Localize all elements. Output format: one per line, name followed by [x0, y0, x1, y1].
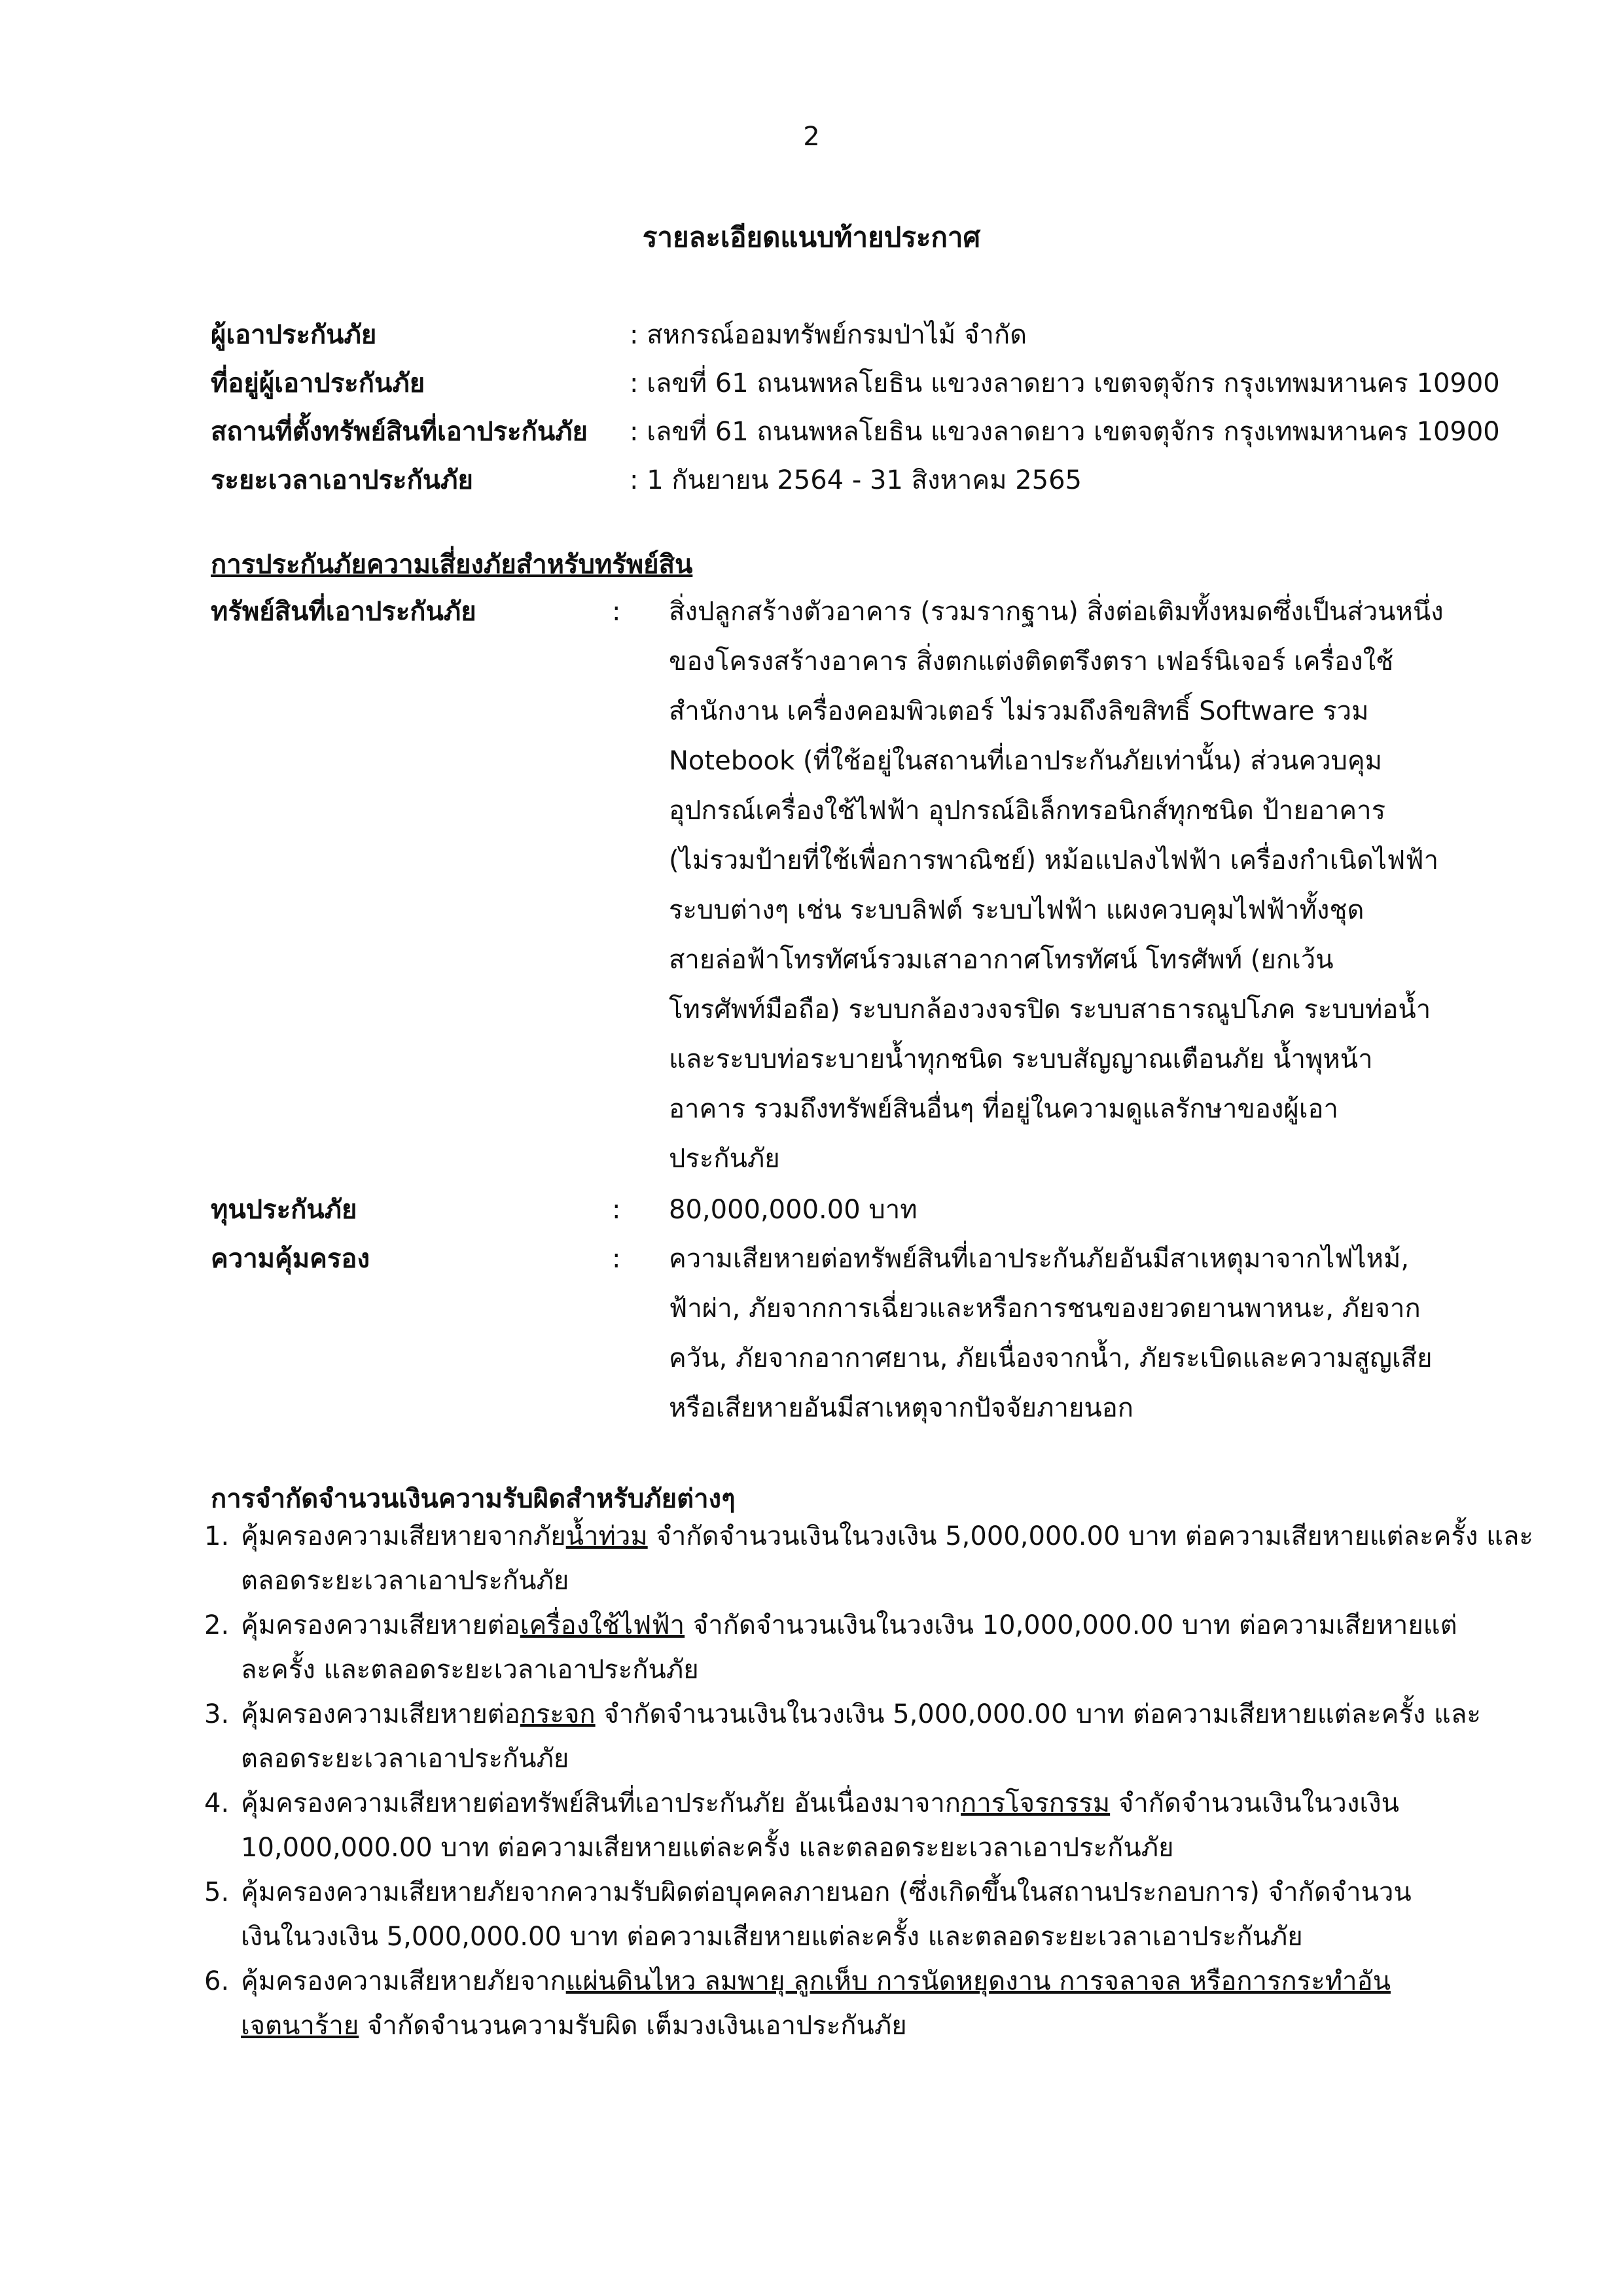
text-line: [241, 1959, 1467, 2004]
text-line: (ไม่รวมป้ายที่ใช้เพื่อการพาณิชย์) หม้อแปลงไฟฟ้า เครื่องกำเนิดไฟฟ้า: [669, 845, 1439, 875]
text-line: ควัน, ภัยจากอากาศยาน, ภัยเนื่องจากน้ำ, ภัยระเบิดและความสูญเสีย: [669, 1343, 1433, 1373]
text-segment: คุ้มครองความเสียหายภัยจาก: [241, 1966, 566, 1996]
text-line: ละครั้ง และตลอดระยะเวลาเอาประกันภัย: [241, 1655, 699, 1685]
text-line: ตลอดระยะเวลาเอาประกันภัย: [241, 1744, 569, 1774]
text-line: หรือเสียหายอันมีสาเหตุจากปัจจัยภายนอก: [669, 1393, 1133, 1423]
info-label: ที่อยู่ผู้เอาประกันภัย: [211, 368, 425, 398]
text-segment: จำกัดจำนวนเงินในวงเงิน 5,000,000.00 บาท ต่อความเสียหายแต่ละครั้ง และ: [647, 1521, 1533, 1551]
text-line: อาคาร รวมถึงทรัพย์สินอื่นๆ ที่อยู่ในความดูแลรักษาของผู้เอา: [669, 1094, 1338, 1124]
field-label-insured-property: ทรัพย์สินที่เอาประกันภัย: [211, 597, 476, 627]
list-number: 3.: [204, 1699, 230, 1729]
coverage-description: [669, 1234, 1480, 1433]
text-segment: คุ้มครองความเสียหายจากภัย: [241, 1521, 566, 1551]
list-number: 5.: [204, 1877, 230, 1907]
list-item: [204, 1870, 1467, 1959]
text-line: Notebook (ที่ใช้อยู่ในสถานที่เอาประกันภัยเท่านั้น) ส่วนควบคุม: [669, 746, 1383, 776]
underlined-term: น้ำท่วม: [565, 1521, 648, 1551]
underlined-term: แผ่นดินไหว ลมพายุ ลูกเห็บ การนัดหยุดงาน การจลาจล หรือการกระทำอัน: [565, 1966, 1391, 1996]
info-label: สถานที่ตั้งทรัพย์สินที่เอาประกันภัย: [211, 417, 588, 447]
text-segment: จำกัดจำนวนเงินในวงเงิน: [1110, 1788, 1399, 1818]
field-label-sum-insured: ทุนประกันภัย: [211, 1195, 357, 1225]
section-heading-property-risk: การประกันภัยความเสี่ยงภัยสำหรับทรัพย์สิน: [211, 550, 693, 580]
list-number: 1.: [204, 1521, 230, 1551]
text-line: เงินในวงเงิน 5,000,000.00 บาท ต่อความเสียหายแต่ละครั้ง และตลอดระยะเวลาเอาประกันภัย: [241, 1922, 1303, 1952]
underlined-term: กระจก: [520, 1699, 596, 1729]
list-item: [204, 1603, 1467, 1692]
text-line: 10,000,000.00 บาท ต่อความเสียหายแต่ละครั้ง และตลอดระยะเวลาเอาประกันภัย: [241, 1833, 1174, 1863]
text-line: สำนักงาน เครื่องคอมพิวเตอร์ ไม่รวมถึงลิขสิทธิ์ Software รวม: [669, 696, 1369, 726]
page-number: 2: [803, 122, 820, 152]
info-value: : เลขที่ 61 ถนนพหลโยธิน แขวงลาดยาว เขตจตุจักร กรุงเทพมหานคร 10900: [630, 417, 1500, 447]
list-item: [204, 1959, 1467, 2048]
list-number: 6.: [204, 1966, 230, 1996]
text-line: [241, 1603, 1467, 1648]
text-segment: คุ้มครองความเสียหายภัยจากความรับผิดต่อบุคคลภายนอก (ซึ่งเกิดขึ้นในสถานประกอบการ) จำกัดจำนวน: [241, 1877, 1412, 1907]
text-line: [241, 1514, 1533, 1559]
list-item: [204, 1692, 1481, 1781]
liability-limits-list: [204, 1514, 1533, 2048]
field-colon: :: [612, 597, 621, 627]
text-line: ความเสียหายต่อทรัพย์สินที่เอาประกันภัยอันมีสาเหตุมาจากไฟไหม้,: [669, 1244, 1410, 1274]
text-line: และระบบท่อระบายน้ำทุกชนิด ระบบสัญญาณเตือนภัย น้ำพุหน้า: [669, 1044, 1373, 1074]
underlined-term: การโจรกรรม: [961, 1788, 1111, 1818]
section-heading-liability-limits: การจำกัดจำนวนเงินความรับผิดสำหรับภัยต่างๆ: [211, 1484, 736, 1514]
text-segment: จำกัดจำนวนเงินในวงเงิน 10,000,000.00 บาท ต่อความเสียหายแต่: [685, 1610, 1457, 1640]
document-title: รายละเอียดแนบท้ายประกาศ: [642, 221, 981, 253]
text-segment: คุ้มครองความเสียหายต่อทรัพย์สินที่เอาประกันภัย อันเนื่องมาจาก: [241, 1788, 961, 1818]
field-label-coverage: ความคุ้มครอง: [211, 1244, 370, 1274]
text-line: ตลอดระยะเวลาเอาประกันภัย: [241, 1566, 569, 1596]
text-line: [241, 1781, 1467, 1826]
text-line: ฟ้าผ่า, ภัยจากการเฉี่ยวและหรือการชนของยวดยานพาหนะ, ภัยจาก: [669, 1294, 1421, 1324]
info-label: ระยะเวลาเอาประกันภัย: [211, 465, 473, 495]
text-segment: จำกัดจำนวนเงินในวงเงิน 5,000,000.00 บาท ต่อความเสียหายแต่ละครั้ง และ: [595, 1699, 1481, 1729]
text-segment: คุ้มครองความเสียหายต่อ: [241, 1610, 520, 1640]
info-value: : สหกรณ์ออมทรัพย์กรมป่าไม้ จำกัด: [630, 320, 1027, 350]
list-item: [204, 1514, 1533, 1603]
insured-property-description: [669, 587, 1480, 1184]
text-segment: จำกัดจำนวนความรับผิด เต็มวงเงินเอาประกันภัย: [359, 2011, 907, 2041]
text-line: ระบบต่างๆ เช่น ระบบลิฟต์ ระบบไฟฟ้า แผงควบคุมไฟฟ้าทั้งชุด: [669, 895, 1364, 925]
field-colon: :: [612, 1244, 621, 1274]
field-colon: :: [612, 1195, 621, 1225]
text-segment: คุ้มครองความเสียหายต่อ: [241, 1699, 520, 1729]
text-line: อุปกรณ์เครื่องใช้ไฟฟ้า อุปกรณ์อิเล็กทรอนิกส์ทุกชนิด ป้ายอาคาร: [669, 796, 1386, 826]
text-line: [241, 1692, 1481, 1737]
info-value: : 1 กันยายน 2564 - 31 สิงหาคม 2565: [630, 465, 1082, 495]
list-item: [204, 1781, 1467, 1870]
text-line: สิ่งปลูกสร้างตัวอาคาร (รวมรากฐาน) สิ่งต่อเติมทั้งหมดซึ่งเป็นส่วนหนึ่ง: [669, 597, 1444, 627]
text-line: [241, 2004, 1467, 2048]
list-number: 2.: [204, 1610, 230, 1640]
text-line: ของโครงสร้างอาคาร สิ่งตกแต่งติดตรึงตรา เฟอร์นิเจอร์ เครื่องใช้: [669, 646, 1394, 677]
text-line: ประกันภัย: [669, 1144, 780, 1174]
text-line: โทรศัพท์มือถือ) ระบบกล้องวงจรปิด ระบบสาธารณูปโภค ระบบท่อน้ำ: [669, 995, 1431, 1025]
text-line: [241, 1870, 1467, 1915]
info-value: : เลขที่ 61 ถนนพหลโยธิน แขวงลาดยาว เขตจตุจักร กรุงเทพมหานคร 10900: [630, 368, 1500, 398]
text-line: สายล่อฟ้าโทรทัศน์รวมเสาอากาศโทรทัศน์ โทรศัพท์ (ยกเว้น: [669, 945, 1334, 975]
list-number: 4.: [204, 1788, 230, 1818]
underlined-term: เจตนาร้าย: [241, 2011, 359, 2041]
sum-insured-value: 80,000,000.00 บาท: [669, 1195, 918, 1225]
info-label: ผู้เอาประกันภัย: [211, 320, 377, 350]
underlined-term: เครื่องใช้ไฟฟ้า: [520, 1610, 685, 1640]
